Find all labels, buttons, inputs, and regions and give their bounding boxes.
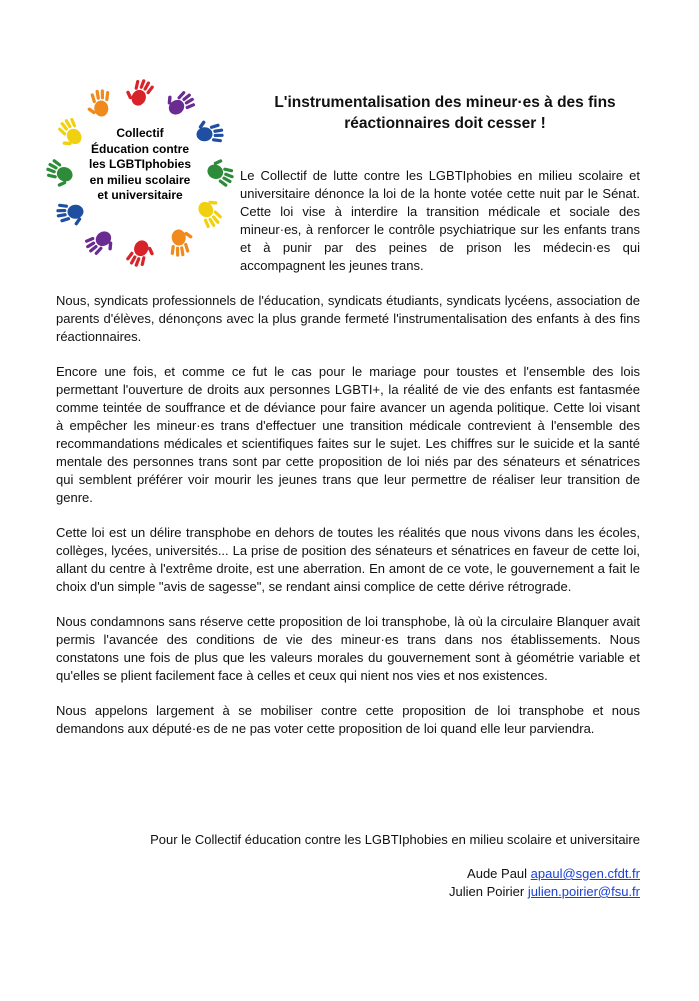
paragraph: Cette loi est un délire transphobe en dehors de toutes les réalités que nous vivons dans les écoles, collèges, lycées, universités... La prise de position des sénateurs et sénatrices en faveur de cette loi, allant du centre à l'extrême droite, est une aberration. En amont de ce vote, le gouvernement a fait le choix d'un simple "avis de sagesse", se rendant ainsi complice de cette dérive rétrograde. [56, 525, 640, 594]
logo-text-line: et universitaire [97, 188, 183, 202]
orange-hand-icon [85, 89, 111, 118]
logo-text-line: Collectif [116, 126, 164, 140]
signatory [56, 865, 640, 883]
intro-paragraph: Le Collectif de lutte contre les LGBTIphobies en milieu scolaire et universitaire dénonce la loi de la honte votée cette nuit par le Sénat. Cette loi vise à interdire la transition médicale et sociale des mineur·es, à renforcer le contrôle psychiatrique sur les enfants trans et à punir par des peines de prison les médecin·es qui accompagnent les jeunes trans. [240, 168, 640, 273]
body-text [56, 292, 640, 755]
logo-text-line: les LGBTIphobies [88, 157, 191, 171]
orange-hand-icon [168, 228, 194, 257]
signatory-name: Aude Paul [467, 866, 528, 881]
blue-hand-icon [56, 201, 85, 227]
collectif-logo [45, 78, 235, 268]
email-link[interactable]: julien.poirier@fsu.fr [527, 884, 640, 899]
logo-text-line: en milieu scolaire [89, 172, 191, 187]
red-hand-icon [124, 237, 157, 268]
paragraph: Encore une fois, et comme ce fut le cas pour le mariage pour toustes et l'ensemble des lois permettant l'ouverture de droits aux personnes LGBTI+, la réalité de vie des enfants est fantasmée comme teintée de souffrance et de déviance pour faire avancer un agenda politique. Cette loi visant à empêcher les mineur·es trans d'effectuer une transition médicale contrevient à l'ensemble des recommandations médicales et scientifiques faites sur le sujet. Les chiffres sur le suicide et la santé mentale des personnes trans sont par cette proposition de loi niés par des sénateurs et sénatrices qui semblent préférer voir mourir les jeunes trans que leur permettre de réaliser leur transition de genre. [56, 364, 640, 505]
purple-hand-icon [82, 226, 118, 261]
red-hand-icon [122, 78, 155, 109]
green-hand-icon [45, 157, 76, 190]
logo-text [77, 126, 203, 204]
page-title [240, 92, 650, 134]
title-line: réactionnaires doit cesser ! [344, 115, 546, 132]
signatory-name: Julien Poirier [449, 884, 525, 899]
signatory [56, 883, 640, 901]
email-link[interactable]: apaul@sgen.cfdt.fr [530, 866, 640, 881]
paragraph: Nous, syndicats professionnels de l'éducation, syndicats étudiants, syndicats lycéens, association de parents d'élèves, dénonçons avec la plus grande fermeté l'instrumentalisation des enfants à des fins réactionnaires. [56, 293, 640, 344]
logo-text-line: Éducation contre [90, 141, 189, 156]
title-line: L'instrumentalisation des mineur·es à des fins [274, 94, 616, 111]
signature-org: Pour le Collectif éducation contre les LGBTIphobies en milieu scolaire et universitaire [150, 832, 640, 847]
green-hand-icon [204, 155, 235, 188]
paragraph: Nous condamnons sans réserve cette proposition de loi transphobe, là où la circulaire Blanquer avait permis l'avancée des conditions de vie des mineur·es trans dans nos établissements. Nous constatons une fois de plus que les valeurs morales du gouvernement sont à géométrie variable et qu'elles se plient facilement face à celles et ceux qui nient nos vies et nos existences. [56, 614, 640, 683]
signature-block [56, 831, 640, 901]
paragraph: Nous appelons largement à se mobiliser contre cette proposition de loi transphobe et nous demandons aux député·es de ne pas voter cette proposition de loi quand elle leur parviendra. [56, 703, 640, 736]
purple-hand-icon [162, 85, 198, 120]
